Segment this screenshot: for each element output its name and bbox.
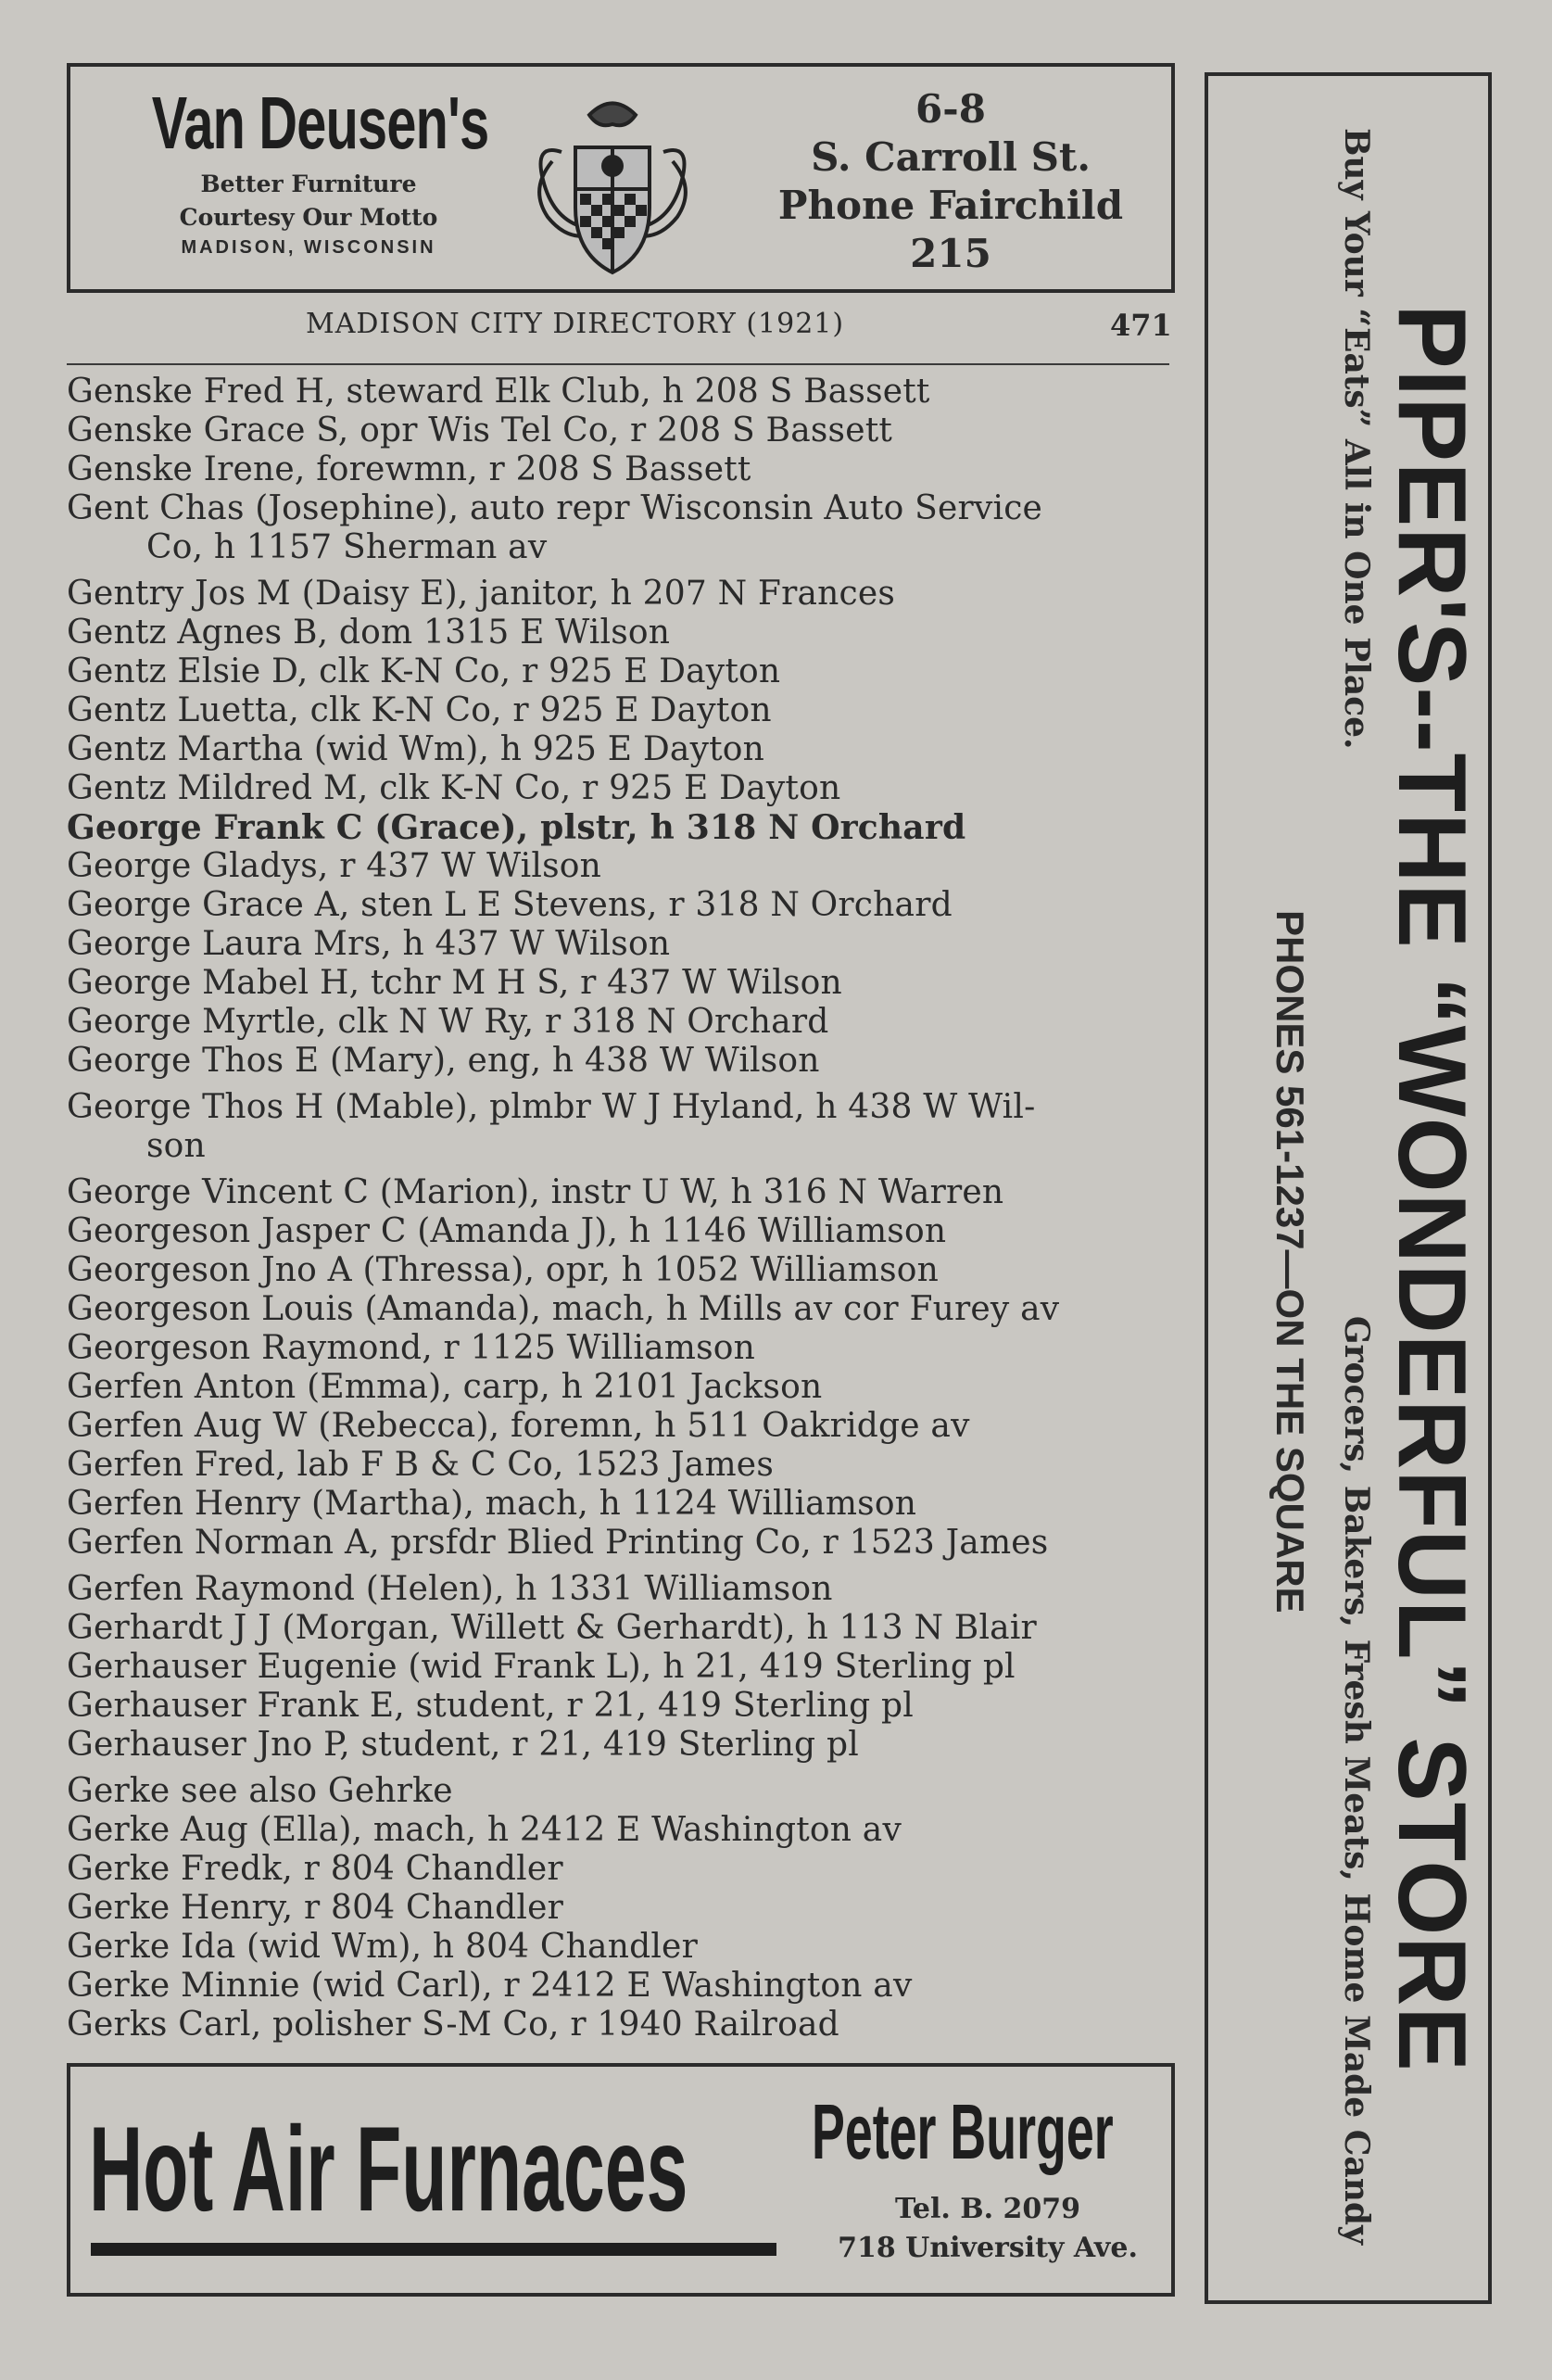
directory-entry: Gerfen Norman A, prsfdr Blied Printing Co, r 1523 James [67, 1524, 1049, 1562]
directory-entries [67, 373, 1197, 2045]
van-deusens-phone-number: 215 [910, 231, 991, 276]
directory-entry: Gerhardt J J (Morgan, Willett & Gerhardt), h 113 N Blair [67, 1609, 1037, 1647]
directory-entry: George Frank C (Grace), plstr, h 318 N Orchard [67, 808, 966, 847]
directory-entry: Gentz Agnes B, dom 1315 E Wilson [67, 614, 671, 652]
peter-burger-name: Peter Burger [812, 2088, 1114, 2175]
page-number: 471 [1110, 308, 1172, 343]
pipers-store-ad [1205, 72, 1492, 2304]
van-deusens-address-number: 6-8 [915, 86, 986, 132]
coat-of-arms-icon [524, 87, 700, 282]
directory-entry: Georgeson Raymond, r 1125 Williamson [67, 1329, 756, 1367]
directory-entry: Gerks Carl, polisher S-M Co, r 1940 Railroad [67, 2006, 839, 2044]
van-deusens-ad-left [91, 83, 526, 261]
directory-entry: Georgeson Louis (Amanda), mach, h Mills av cor Furey av [67, 1290, 1060, 1328]
directory-entry: Genske Grace S, opr Wis Tel Co, r 208 S Bassett [67, 411, 893, 449]
van-deusens-contact [738, 85, 1164, 278]
van-deusens-city: MADISON, WISCONSIN [181, 237, 436, 258]
directory-entry: Gentz Luetta, clk K-N Co, r 925 E Dayton [67, 691, 772, 729]
headline-underline-bar [91, 2243, 776, 2256]
peter-burger-ad [67, 2063, 1175, 2297]
peter-burger-telephone: Tel. B. 2079 [895, 2193, 1080, 2225]
directory-entry: Gerfen Raymond (Helen), h 1331 Williamson [67, 1570, 833, 1608]
pipers-store-title: PIPER'S--THE “WONDERFUL” STORE [1378, 304, 1485, 2072]
peter-burger-address: 718 University Ave. [838, 2232, 1138, 2264]
directory-entry: Gerke Henry, r 804 Chandler [67, 1889, 564, 1927]
directory-entry: Gentz Mildred M, clk K-N Co, r 925 E Dayton [67, 769, 841, 807]
directory-entry: George Gladys, r 437 W Wilson [67, 847, 602, 885]
running-head: MADISON CITY DIRECTORY (1921) [306, 308, 845, 340]
directory-entry: Genske Irene, forewmn, r 208 S Bassett [67, 450, 751, 488]
pipers-store-services: Grocers, Bakers, Fresh Meats, Home Made Candy [1337, 1315, 1376, 2245]
directory-entry: Gentz Martha (wid Wm), h 925 E Dayton [67, 730, 765, 768]
directory-entry-continuation: son [146, 1127, 206, 1165]
van-deusens-ad [67, 63, 1175, 293]
header-rule [67, 363, 1169, 365]
directory-entry: Gerke Ida (wid Wm), h 804 Chandler [67, 1928, 698, 1966]
directory-entry: Gerfen Henry (Martha), mach, h 1124 Williamson [67, 1485, 917, 1523]
directory-entry: George Thos E (Mary), eng, h 438 W Wilson [67, 1042, 820, 1080]
directory-entry: Gentry Jos M (Daisy E), janitor, h 207 N Frances [67, 575, 896, 613]
directory-entry: Gerfen Anton (Emma), carp, h 2101 Jackson [67, 1368, 823, 1406]
directory-entry: Gerhauser Jno P, student, r 21, 419 Sterling pl [67, 1726, 859, 1764]
van-deusens-street: S. Carroll St. [811, 134, 1091, 180]
directory-entry: Gerfen Aug W (Rebecca), foremn, h 511 Oakridge av [67, 1407, 970, 1445]
directory-entry-continuation: Co, h 1157 Sherman av [146, 528, 548, 566]
directory-entry: Gentz Elsie D, clk K-N Co, r 925 E Dayton [67, 652, 781, 690]
pipers-store-phones: PHONES 561-1237—ON THE SQUARE [1268, 910, 1312, 1614]
van-deusens-phone-label: Phone Fairchild [777, 183, 1124, 228]
directory-entry: Gerhauser Frank E, student, r 21, 419 Sterling pl [67, 1687, 915, 1725]
directory-entry: George Mabel H, tchr M H S, r 437 W Wilson [67, 964, 842, 1002]
directory-entry: George Laura Mrs, h 437 W Wilson [67, 925, 671, 963]
hot-air-furnaces-headline: Hot Air Furnaces [89, 2101, 688, 2236]
directory-entry: Gerhauser Eugenie (wid Frank L), h 21, 419 Sterling pl [67, 1648, 1016, 1686]
directory-entry: Georgeson Jno A (Thressa), opr, h 1052 Williamson [67, 1251, 940, 1289]
directory-entry: George Myrtle, clk N W Ry, r 318 N Orchard [67, 1003, 829, 1041]
van-deusens-tagline-2: Courtesy Our Motto [179, 204, 438, 231]
directory-entry: Genske Fred H, steward Elk Club, h 208 S Bassett [67, 373, 930, 411]
van-deusens-name: Van Deusen's [151, 82, 489, 164]
directory-entry: George Vincent C (Marion), instr U W, h 316 N Warren [67, 1173, 1004, 1211]
van-deusens-tagline-1: Better Furniture [200, 171, 417, 197]
directory-entry: George Thos H (Mable), plmbr W J Hyland, h 438 W Wil- [67, 1088, 1036, 1126]
directory-entry: George Grace A, sten L E Stevens, r 318 N Orchard [67, 886, 953, 924]
directory-entry: Gerfen Fred, lab F B & C Co, 1523 James [67, 1446, 774, 1484]
directory-entry: Gent Chas (Josephine), auto repr Wisconsin Auto Service [67, 489, 1043, 527]
directory-entry: Georgeson Jasper C (Amanda J), h 1146 Williamson [67, 1212, 947, 1250]
pipers-store-ad-rotated [1214, 95, 1483, 2282]
directory-entry: Gerke see also Gehrke [67, 1772, 453, 1810]
pipers-store-tagline: Buy Your “Eats” All in One Place. [1337, 128, 1376, 750]
directory-entry: Gerke Fredk, r 804 Chandler [67, 1850, 563, 1888]
directory-entry: Gerke Aug (Ella), mach, h 2412 E Washington av [67, 1811, 902, 1849]
directory-entry: Gerke Minnie (wid Carl), r 2412 E Washington av [67, 1967, 913, 2005]
